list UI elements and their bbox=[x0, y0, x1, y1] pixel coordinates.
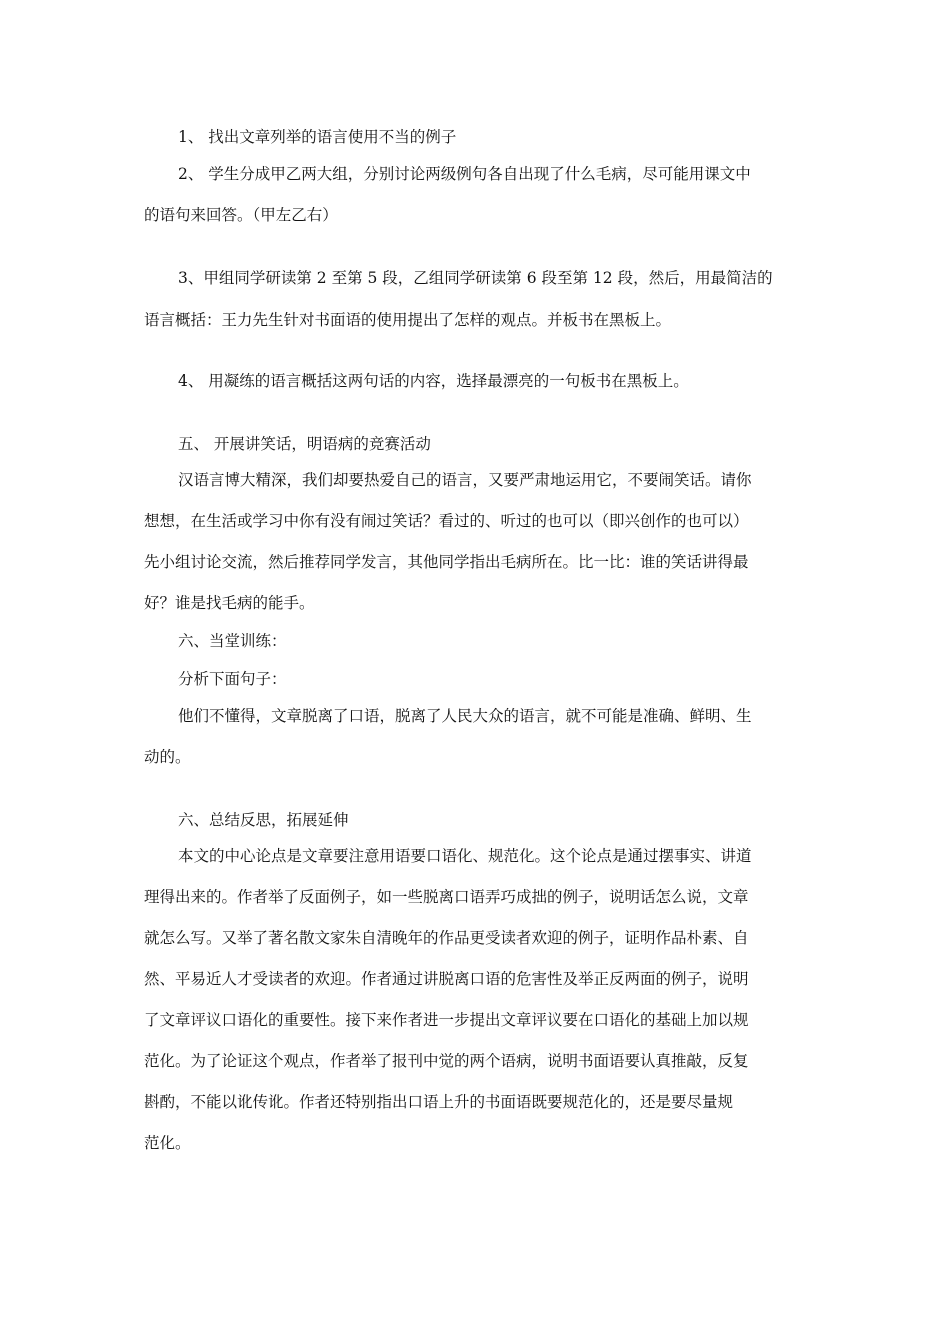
summary-paragraph-line: 本文的中心论点是文章要注意用语要口语化、规范化。这个论点是通过摆事实、讲道 bbox=[178, 847, 752, 865]
sample-sentence-line: 他们不懂得，文章脱离了口语，脱离了人民大众的语言，就不可能是准确、鲜明、生 bbox=[178, 707, 752, 725]
section-6-training-heading: 六、当堂训练： bbox=[178, 632, 287, 650]
summary-paragraph-line: 了文章评议口语化的重要性。接下来作者进一步提出文章评议要在口语化的基础上加以规 bbox=[144, 1011, 749, 1029]
section-6-training-subheading: 分析下面句子： bbox=[178, 670, 287, 688]
summary-paragraph-line: 就怎么写。又举了著名散文家朱自清晚年的作品更受读者欢迎的例子，证明作品朴素、自 bbox=[144, 929, 749, 947]
list-item-2-line-1: 2、 学生分成甲乙两大组，分别讨论两级例句各自出现了什么毛病，尽可能用课文中 bbox=[178, 165, 751, 183]
list-item-3-line-2: 语言概括：王力先生针对书面语的使用提出了怎样的观点。并板书在黑板上。 bbox=[144, 311, 672, 329]
summary-paragraph-line: 斟酌，不能以讹传讹。作者还特别指出口语上升的书面语既要规范化的，还是要尽量规 bbox=[144, 1093, 734, 1111]
sample-sentence-line: 动的。 bbox=[144, 748, 191, 766]
section-5-heading: 五、 开展讲笑话，明语病的竞赛活动 bbox=[178, 435, 431, 453]
list-item-3-line-1: 3、甲组同学研读第 2 至第 5 段，乙组同学研读第 6 段至第 12 段，然后，用最简洁的 bbox=[178, 269, 773, 287]
list-item-1: 1、 找出文章列举的语言使用不当的例子 bbox=[178, 128, 457, 146]
summary-paragraph-line: 范化。为了论证这个观点，作者举了报刊中觉的两个语病，说明书面语要认真推敲，反复 bbox=[144, 1052, 749, 1070]
section-5-paragraph-line: 想想，在生活或学习中你有没有闹过笑话？看过的、听过的也可以（即兴创作的也可以） bbox=[144, 512, 749, 530]
summary-paragraph-line: 然、平易近人才受读者的欢迎。作者通过讲脱离口语的危害性及举正反两面的例子，说明 bbox=[144, 970, 749, 988]
summary-paragraph-line: 理得出来的。作者举了反面例子，如一些脱离口语弄巧成拙的例子，说明话怎么说，文章 bbox=[144, 888, 749, 906]
section-5-paragraph-line: 先小组讨论交流，然后推荐同学发言，其他同学指出毛病所在。比一比：谁的笑话讲得最 bbox=[144, 553, 749, 571]
section-6-summary-heading: 六、总结反思，拓展延伸 bbox=[178, 811, 349, 829]
summary-paragraph-line: 范化。 bbox=[144, 1134, 191, 1152]
section-5-paragraph-line: 好？谁是找毛病的能手。 bbox=[144, 594, 315, 612]
list-item-4: 4、 用凝练的语言概括这两句话的内容，选择最漂亮的一句板书在黑板上。 bbox=[178, 372, 689, 390]
list-item-2-line-2: 的语句来回答。（甲左乙右） bbox=[144, 206, 338, 224]
section-5-paragraph-line: 汉语言博大精深，我们却要热爱自己的语言，又要严肃地运用它，不要闹笑话。请你 bbox=[178, 471, 752, 489]
